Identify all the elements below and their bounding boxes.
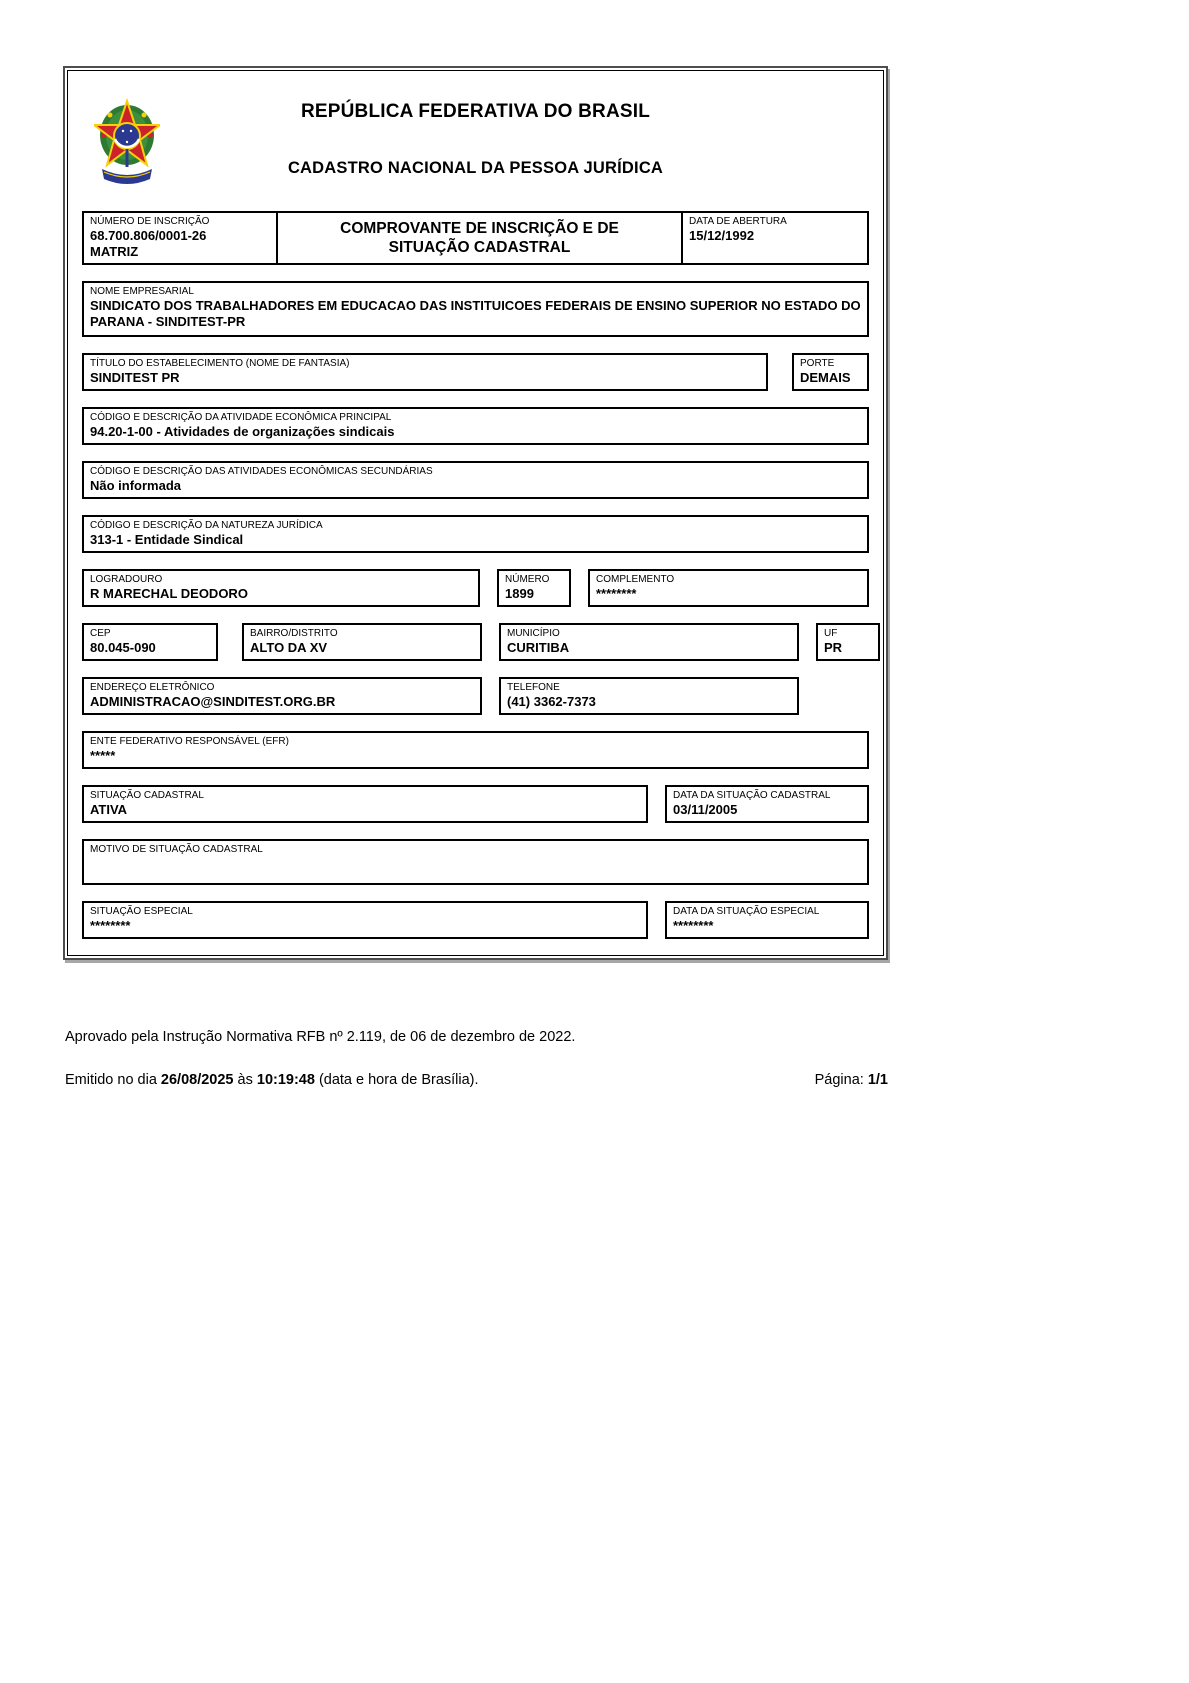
- field-uf: [816, 623, 880, 661]
- emitted-suffix: (data e hora de Brasília).: [314, 1072, 479, 1088]
- nome-empresarial-value: SINDICATO DOS TRABALHADORES EM EDUCACAO DAS INSTITUICOES FEDERAIS DE ENSINO SUPERIOR NO ESTADO DO PARANA - SINDITEST-PR: [90, 298, 861, 329]
- row-situacao-especial: [82, 901, 869, 939]
- emitted-time: 10:19:48: [256, 1072, 315, 1088]
- field-situacao-cadastral: [82, 785, 648, 823]
- bairro-value: ALTO DA XV: [250, 640, 328, 655]
- field-nome-empresarial: [82, 281, 869, 337]
- top-row: [82, 211, 869, 265]
- cnpj-title: CADASTRO NACIONAL DA PESSOA JURÍDICA: [287, 159, 664, 177]
- field-atividade-principal: [82, 407, 869, 445]
- brazil-coat-of-arms-icon: [94, 95, 160, 187]
- field-natureza-juridica: [82, 515, 869, 553]
- emitted-line: [65, 1072, 479, 1088]
- footer-bottom-row: [65, 1072, 888, 1088]
- row-efr: [82, 731, 869, 769]
- certificate-header: [82, 71, 869, 207]
- field-logradouro: [82, 569, 480, 607]
- field-email: [82, 677, 482, 715]
- field-complemento: [588, 569, 869, 607]
- field-bairro: [242, 623, 482, 661]
- complemento-label: COMPLEMENTO: [596, 574, 675, 585]
- cep-value: 80.045-090: [90, 640, 156, 655]
- numero-value: 1899: [505, 586, 534, 601]
- emitted-prefix: Emitido no dia: [65, 1072, 161, 1088]
- field-telefone: [499, 677, 799, 715]
- municipio-value: CURITIBA: [507, 640, 570, 655]
- field-numero-inscricao: [82, 211, 278, 265]
- field-porte: [792, 353, 869, 391]
- telefone-label: TELEFONE: [507, 682, 560, 693]
- uf-label: UF: [824, 628, 838, 639]
- nome-empresarial-label: NOME EMPRESARIAL: [90, 286, 194, 297]
- numero-inscricao-label: NÚMERO DE INSCRIÇÃO: [90, 216, 210, 227]
- situacao-cadastral-label: SITUAÇÃO CADASTRAL: [90, 790, 204, 801]
- numero-inscricao-value: 68.700.806/0001-26: [90, 228, 207, 243]
- atividades-secundarias-label: CÓDIGO E DESCRIÇÃO DAS ATIVIDADES ECONÔMICAS SECUNDÁRIAS: [90, 466, 433, 477]
- field-cep: [82, 623, 218, 661]
- row-atividade-principal: [82, 407, 869, 445]
- telefone-value: (41) 3362-7373: [507, 694, 596, 709]
- field-numero: [497, 569, 571, 607]
- comprovante-title-text: COMPROVANTE DE INSCRIÇÃO E DE SITUAÇÃO CADASTRAL: [340, 219, 619, 256]
- situacao-especial-label: SITUAÇÃO ESPECIAL: [90, 906, 193, 917]
- efr-label: ENTE FEDERATIVO RESPONSÁVEL (EFR): [90, 736, 289, 747]
- efr-value: *****: [90, 748, 116, 763]
- cnpj-certificate: [63, 66, 888, 960]
- row-fantasia-porte: [82, 353, 869, 391]
- nome-fantasia-label: TÍTULO DO ESTABELECIMENTO (NOME DE FANTASIA): [90, 358, 350, 369]
- email-label: ENDEREÇO ELETRÔNICO: [90, 682, 215, 693]
- emitted-mid: às: [233, 1072, 257, 1088]
- row-atividades-secundarias: [82, 461, 869, 499]
- row-situacao-cadastral: [82, 785, 869, 823]
- field-comprovante-title: [276, 211, 683, 265]
- complemento-value: ********: [596, 586, 637, 601]
- row-nome-empresarial: [82, 281, 869, 337]
- page-value: 1/1: [867, 1072, 888, 1088]
- page-indicator: [815, 1072, 888, 1088]
- emitted-date: 26/08/2025: [160, 1072, 234, 1088]
- row-contato: [82, 677, 869, 715]
- field-data-situacao-especial: [665, 901, 869, 939]
- email-value: ADMINISTRACAO@SINDITEST.ORG.BR: [90, 694, 336, 709]
- natureza-juridica-value: 313-1 - Entidade Sindical: [90, 532, 244, 547]
- atividades-secundarias-value: Não informada: [90, 478, 182, 493]
- row-natureza-juridica: [82, 515, 869, 553]
- field-efr: [82, 731, 869, 769]
- natureza-juridica-label: CÓDIGO E DESCRIÇÃO DA NATUREZA JURÍDICA: [90, 520, 323, 531]
- republic-title: REPÚBLICA FEDERATIVA DO BRASIL: [300, 101, 651, 122]
- approval-note: Aprovado pela Instrução Normativa RFB nº 2.119, de 06 de dezembro de 2022.: [65, 1029, 576, 1045]
- field-motivo-situacao: [82, 839, 869, 885]
- field-atividades-secundarias: [82, 461, 869, 499]
- cep-label: CEP: [90, 628, 111, 639]
- municipio-label: MUNICÍPIO: [507, 628, 560, 639]
- logradouro-value: R MARECHAL DEODORO: [90, 586, 248, 601]
- field-nome-fantasia: [82, 353, 768, 391]
- atividade-principal-value: 94.20-1-00 - Atividades de organizações sindicais: [90, 424, 395, 439]
- row-motivo: [82, 839, 869, 885]
- porte-label: PORTE: [800, 358, 835, 369]
- field-situacao-especial: [82, 901, 648, 939]
- row-endereco-2: [82, 623, 869, 661]
- page-label: Página:: [814, 1072, 868, 1088]
- field-data-abertura: [681, 211, 869, 265]
- data-situacao-especial-label: DATA DA SITUAÇÃO ESPECIAL: [673, 906, 820, 917]
- logradouro-label: LOGRADOURO: [90, 574, 163, 585]
- situacao-especial-value: ********: [90, 918, 131, 933]
- field-data-situacao-cadastral: [665, 785, 869, 823]
- numero-inscricao-tipo: MATRIZ: [90, 244, 139, 259]
- numero-label: NÚMERO: [505, 574, 550, 585]
- nome-fantasia-value: SINDITEST PR: [90, 370, 180, 385]
- situacao-cadastral-value: ATIVA: [90, 802, 128, 817]
- data-situacao-cadastral-value: 03/11/2005: [673, 802, 738, 817]
- row-endereco-1: [82, 569, 869, 607]
- data-situacao-cadastral-label: DATA DA SITUAÇÃO CADASTRAL: [673, 790, 831, 801]
- field-municipio: [499, 623, 799, 661]
- uf-value: PR: [824, 640, 843, 655]
- data-situacao-especial-value: ********: [673, 918, 714, 933]
- motivo-situacao-label: MOTIVO DE SITUAÇÃO CADASTRAL: [90, 844, 263, 855]
- data-abertura-label: DATA DE ABERTURA: [689, 216, 787, 227]
- atividade-principal-label: CÓDIGO E DESCRIÇÃO DA ATIVIDADE ECONÔMICA PRINCIPAL: [90, 412, 392, 423]
- porte-value: DEMAIS: [800, 370, 851, 385]
- bairro-label: BAIRRO/DISTRITO: [250, 628, 338, 639]
- certificate-inner-frame: [67, 70, 884, 956]
- data-abertura-value: 15/12/1992: [689, 228, 755, 243]
